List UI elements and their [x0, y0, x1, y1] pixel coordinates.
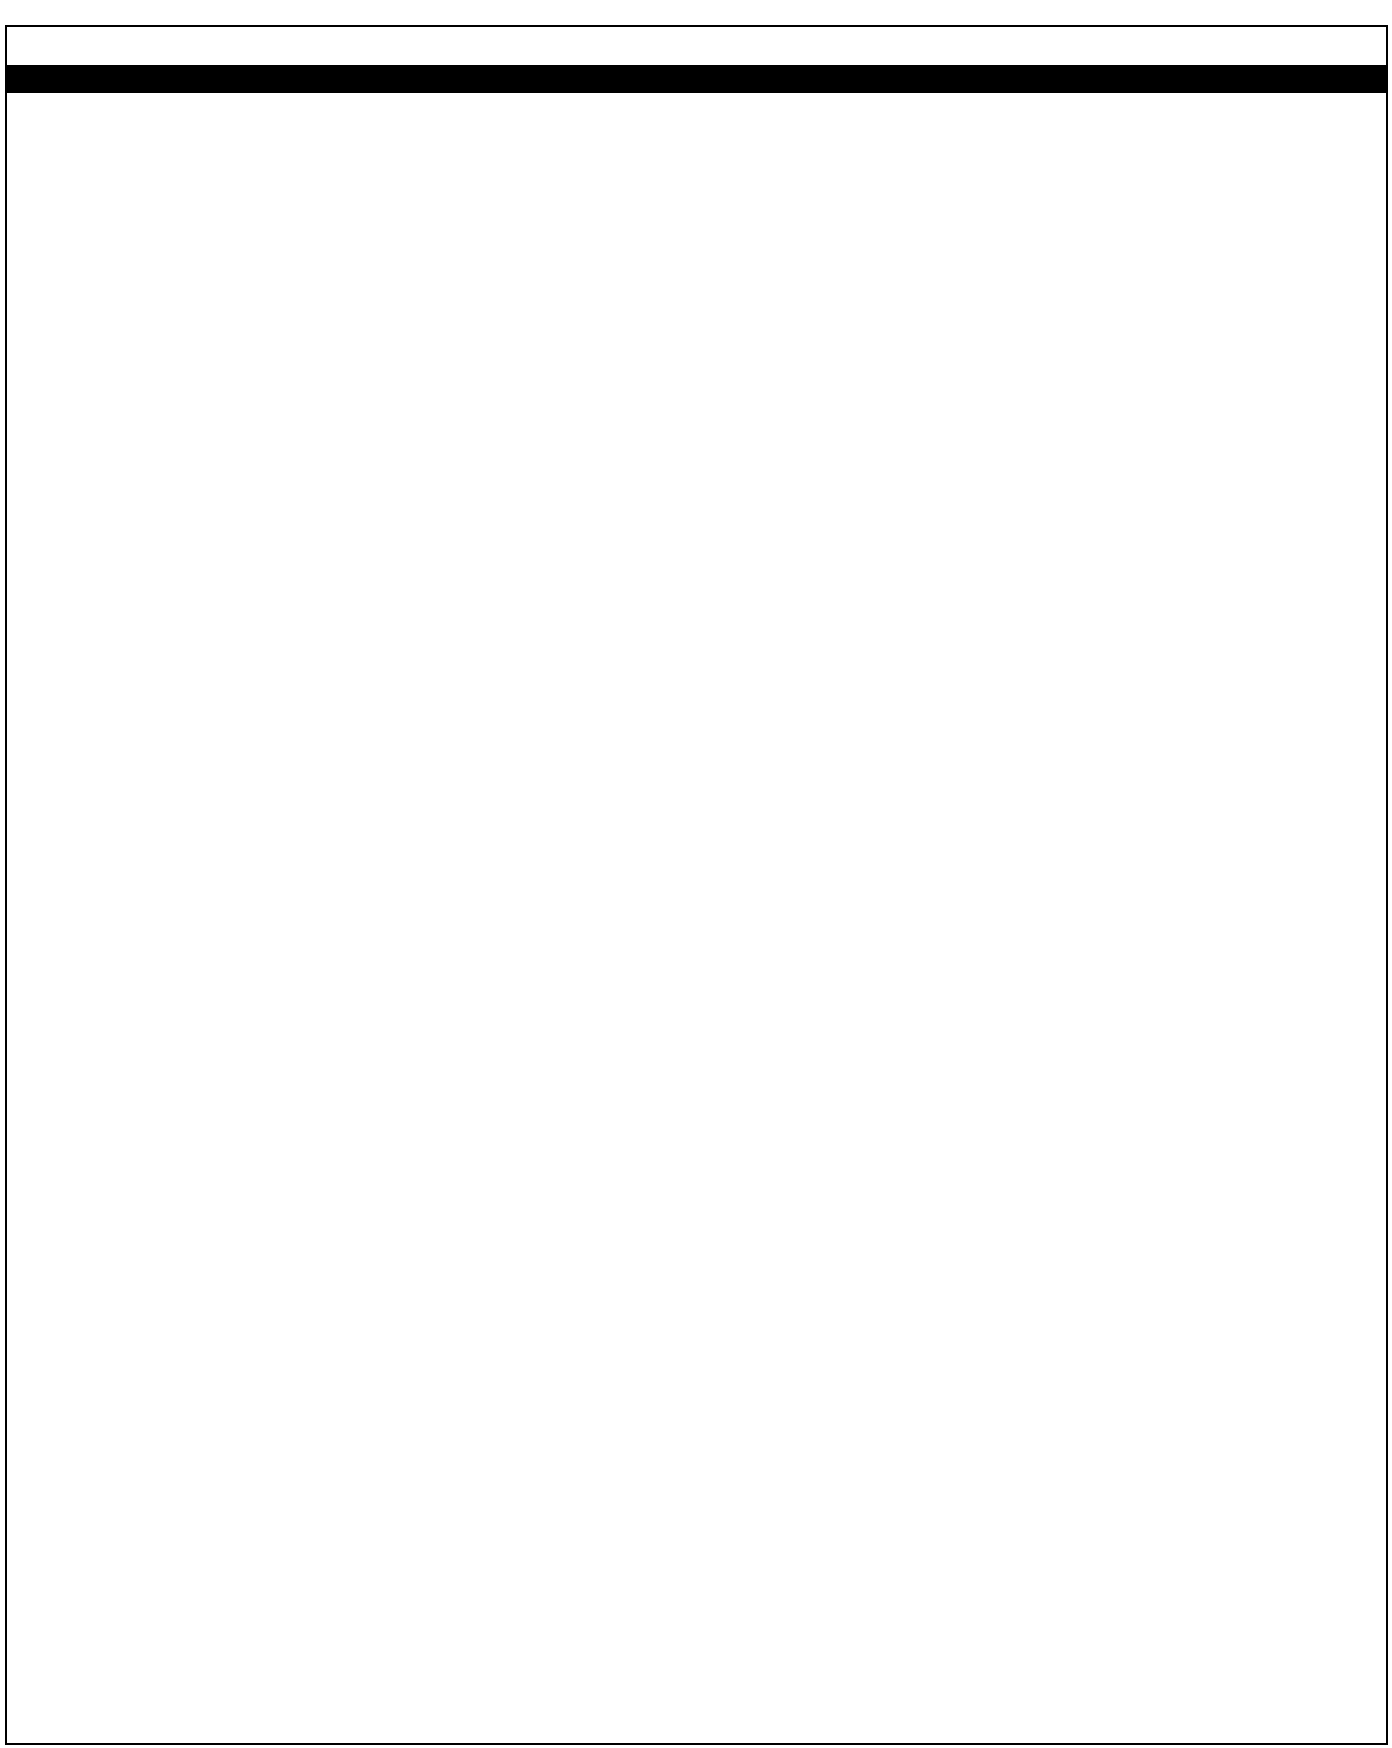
chart-header: [7, 27, 1386, 65]
column-header-bar: [7, 65, 1386, 93]
diagnostic-chart: [5, 25, 1388, 1745]
